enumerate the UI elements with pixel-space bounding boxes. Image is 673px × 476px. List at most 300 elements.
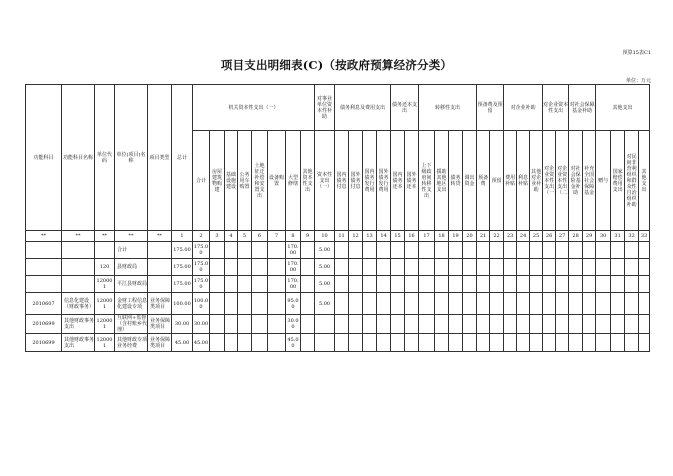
cell-empty: [477, 242, 490, 259]
page-title: 项目支出明细表(C)（按政府预算经济分类）: [220, 58, 453, 72]
sub-header: 合计: [193, 131, 210, 231]
cell-empty: [530, 276, 543, 293]
cell-empty: [569, 315, 583, 334]
cell-empty: [477, 334, 490, 352]
cell-other-capital: 5.00: [315, 259, 335, 276]
col-number: 16: [405, 231, 419, 242]
table-row: [26, 334, 650, 352]
cell-total: 30.00: [172, 315, 193, 334]
cell-empty: [477, 315, 490, 334]
sub-header: 大型修缮: [286, 131, 301, 231]
cell-empty: [225, 293, 238, 315]
sub-header: 其他对企业补助: [530, 131, 543, 231]
cell-empty: [504, 276, 517, 293]
unit-label: 单位：万元: [625, 78, 651, 84]
cell-sum: 30.00: [193, 315, 210, 334]
cell-empty: [517, 242, 530, 259]
cell-ptype: [148, 259, 172, 276]
cell-empty: [611, 242, 625, 259]
cell-empty: [449, 293, 463, 315]
cell-total: 100.00: [172, 293, 193, 315]
cell-other-capital: 5.00: [315, 242, 335, 259]
cell-empty: [349, 334, 363, 352]
cell-total: 175.00: [172, 242, 193, 259]
col-number: 29: [583, 231, 596, 242]
cell-empty: [569, 334, 583, 352]
cell-empty: [543, 315, 556, 334]
cell-empty: [268, 242, 286, 259]
cell-empty: [252, 276, 268, 293]
cell-empty: [210, 259, 225, 276]
col-number: 3: [210, 231, 225, 242]
cell-uname: 互联网+监督（含村账乡代理）: [115, 315, 148, 334]
cell-empty: [335, 293, 349, 315]
row-mark: **: [95, 231, 115, 242]
cell-empty: [391, 276, 405, 293]
cell-empty: [363, 259, 377, 276]
col-proj-type: 项目类型: [148, 85, 172, 231]
cell-empty: [225, 276, 238, 293]
cell-empty: [238, 242, 252, 259]
table-row: [26, 315, 650, 334]
cell-empty: [490, 293, 504, 315]
cell-empty: [463, 242, 477, 259]
cell-empty: [405, 334, 419, 352]
cell-empty: [405, 242, 419, 259]
group-subsidy: 对事业单位资本性补助: [315, 85, 335, 131]
cell-empty: [449, 242, 463, 259]
cell-empty: [301, 315, 315, 334]
cell-empty: [335, 334, 349, 352]
cell-empty: [517, 259, 530, 276]
cell-sum: 175.00: [193, 259, 210, 276]
cell-empty: [583, 293, 596, 315]
col-number: 20: [463, 231, 477, 242]
group-enterprise-cap: 对企业资本性支出: [543, 85, 569, 131]
cell-empty: [490, 276, 504, 293]
cell-empty: [477, 293, 490, 315]
cell-empty: [517, 315, 530, 334]
sub-header: 国外债务还本: [405, 131, 419, 231]
cell-empty: [435, 242, 449, 259]
cell-fname: [62, 276, 95, 293]
cell-fname: 信息化建设（财政事务）: [62, 293, 95, 315]
header-row-groups: [26, 85, 650, 131]
sub-header: 援助其他地区支出: [435, 131, 449, 231]
cell-func: 2010607: [26, 293, 62, 315]
cell-empty: [349, 293, 363, 315]
col-number: 17: [419, 231, 435, 242]
cell-empty: [504, 315, 517, 334]
cell-empty: [210, 242, 225, 259]
cell-empty: [363, 334, 377, 352]
sub-header: 国家赔偿费用支出: [611, 131, 625, 231]
cell-empty: [435, 293, 449, 315]
col-number: 8: [286, 231, 301, 242]
sub-header: 国外债务付息: [349, 131, 363, 231]
cell-other-capital: [315, 315, 335, 334]
cell-empty: [490, 334, 504, 352]
cell-empty: [611, 276, 625, 293]
cell-sum: 175.00: [193, 276, 210, 293]
col-number: 18: [435, 231, 449, 242]
cell-empty: [363, 315, 377, 334]
cell-empty: [504, 334, 517, 352]
row-mark: **: [148, 231, 172, 242]
cell-ptype: [148, 242, 172, 259]
cell-empty: [225, 334, 238, 352]
cell-empty: [268, 259, 286, 276]
cell-empty: [363, 276, 377, 293]
cell-empty: [463, 276, 477, 293]
sub-header: 国内债务还本: [391, 131, 405, 231]
cell-equip: 45.00: [286, 334, 301, 352]
col-total: 总计: [172, 85, 193, 231]
sub-header: 上下级政府间转移性支出: [419, 131, 435, 231]
cell-empty: [463, 293, 477, 315]
sub-header: 公务用车购置: [238, 131, 252, 231]
col-number: 13: [363, 231, 377, 242]
cell-empty: [556, 242, 569, 259]
col-number: 7: [268, 231, 286, 242]
cell-empty: [596, 276, 611, 293]
cell-empty: [625, 293, 639, 315]
cell-empty: [625, 334, 639, 352]
sub-header: 资本性支出（一）: [315, 131, 335, 231]
cell-empty: [225, 315, 238, 334]
sub-header: 国内债务发行费用: [363, 131, 377, 231]
group-transfer: 转移性支出: [419, 85, 477, 131]
sub-header: 对企业资本性支出（二）: [556, 131, 569, 231]
group-enterprise: 对企业补助: [504, 85, 543, 131]
cell-sum: 175.00: [193, 242, 210, 259]
cell-empty: [252, 259, 268, 276]
sub-header: 预备费: [477, 131, 490, 231]
cell-empty: [210, 276, 225, 293]
cell-empty: [583, 259, 596, 276]
cell-empty: [596, 242, 611, 259]
cell-empty: [268, 276, 286, 293]
cell-empty: [419, 242, 435, 259]
cell-sum: 100.00: [193, 293, 210, 315]
cell-empty: [363, 293, 377, 315]
cell-empty: [530, 334, 543, 352]
cell-empty: [611, 334, 625, 352]
col-number: 5: [238, 231, 252, 242]
col-number: 2: [193, 231, 210, 242]
cell-fname: 其他财政事务支出: [62, 315, 95, 334]
col-number: 19: [449, 231, 463, 242]
cell-empty: [611, 293, 625, 315]
cell-empty: [504, 242, 517, 259]
col-number: 27: [556, 231, 569, 242]
col-number: 21: [477, 231, 490, 242]
group-interest: 债务利息及费用支出: [335, 85, 391, 131]
col-number: 30: [596, 231, 611, 242]
cell-empty: [490, 315, 504, 334]
cell-empty: [556, 293, 569, 315]
cell-empty: [238, 276, 252, 293]
cell-empty: [435, 276, 449, 293]
cell-empty: [301, 276, 315, 293]
cell-empty: [596, 334, 611, 352]
cell-empty: [490, 259, 504, 276]
col-func-name: 功能科目名称: [62, 85, 95, 231]
sub-header: 利息补贴: [517, 131, 530, 231]
cell-empty: [335, 242, 349, 259]
cell-ucode: 120001: [95, 315, 115, 334]
cell-total: 175.00: [172, 276, 193, 293]
cell-empty: [449, 334, 463, 352]
cell-empty: [349, 259, 363, 276]
cell-other-capital: [315, 334, 335, 352]
cell-empty: [639, 315, 650, 334]
cell-empty: [377, 315, 391, 334]
cell-empty: [543, 259, 556, 276]
col-number: 6: [252, 231, 268, 242]
table-row: [26, 276, 650, 293]
table-row: [26, 242, 650, 259]
cell-total: 45.00: [172, 334, 193, 352]
cell-empty: [405, 276, 419, 293]
cell-empty: [504, 259, 517, 276]
cell-empty: [238, 293, 252, 315]
cell-empty: [301, 334, 315, 352]
cell-empty: [583, 334, 596, 352]
cell-empty: [625, 315, 639, 334]
sub-header: 预留: [490, 131, 504, 231]
col-number: 14: [377, 231, 391, 242]
cell-total: 175.00: [172, 259, 193, 276]
cell-func: [26, 242, 62, 259]
col-number: 25: [530, 231, 543, 242]
sub-header: 对企业资本性支出（一）: [543, 131, 556, 231]
cell-empty: [252, 293, 268, 315]
cell-empty: [530, 315, 543, 334]
cell-empty: [583, 242, 596, 259]
sub-header: 国外债务发行费用: [377, 131, 391, 231]
col-number: 23: [504, 231, 517, 242]
cell-empty: [349, 315, 363, 334]
cell-equip: 170.00: [286, 242, 301, 259]
cell-empty: [449, 315, 463, 334]
cell-empty: [391, 315, 405, 334]
cell-empty: [569, 293, 583, 315]
row-mark: **: [62, 231, 95, 242]
cell-empty: [463, 315, 477, 334]
cell-empty: [477, 276, 490, 293]
cell-empty: [583, 315, 596, 334]
cell-empty: [449, 259, 463, 276]
cell-empty: [419, 259, 435, 276]
cell-empty: [530, 259, 543, 276]
col-number: 31: [611, 231, 625, 242]
sub-header: 赠与: [596, 131, 611, 231]
sub-header: 其他支出: [639, 131, 650, 231]
col-number: 32: [625, 231, 639, 242]
cell-empty: [596, 315, 611, 334]
sub-header: 基础设施建设: [225, 131, 238, 231]
sub-header: 调出资金: [463, 131, 477, 231]
cell-empty: [611, 315, 625, 334]
cell-empty: [556, 259, 569, 276]
cell-empty: [543, 276, 556, 293]
expenditure-table: [25, 84, 650, 352]
col-number: 12: [349, 231, 363, 242]
sub-header: 房屋建筑物购建: [210, 131, 225, 231]
cell-empty: [268, 334, 286, 352]
cell-empty: [490, 242, 504, 259]
cell-empty: [543, 242, 556, 259]
cell-uname: 金财工程信息化建设专项: [115, 293, 148, 315]
cell-empty: [252, 242, 268, 259]
cell-empty: [596, 259, 611, 276]
cell-empty: [301, 259, 315, 276]
cell-empty: [268, 293, 286, 315]
cell-empty: [611, 259, 625, 276]
cell-empty: [556, 315, 569, 334]
cell-empty: [238, 315, 252, 334]
cell-empty: [625, 276, 639, 293]
col-number: 28: [569, 231, 583, 242]
cell-empty: [238, 334, 252, 352]
cell-empty: [268, 315, 286, 334]
cell-empty: [210, 334, 225, 352]
col-number: 15: [391, 231, 405, 242]
cell-ptype: 业务保障类项目: [148, 334, 172, 352]
col-number: 26: [543, 231, 556, 242]
cell-empty: [530, 242, 543, 259]
cell-empty: [210, 315, 225, 334]
cell-empty: [517, 276, 530, 293]
cell-equip: 170.00: [286, 259, 301, 276]
sub-header: 对民间非营利组织和群众性自治组织补助: [625, 131, 639, 231]
form-code: 预算15表C1: [622, 50, 651, 56]
cell-empty: [391, 334, 405, 352]
index-row: [26, 231, 650, 242]
cell-empty: [463, 259, 477, 276]
cell-empty: [543, 293, 556, 315]
cell-empty: [238, 259, 252, 276]
row-mark: **: [115, 231, 148, 242]
sub-header: 债务转贷: [449, 131, 463, 231]
cell-empty: [405, 293, 419, 315]
cell-empty: [391, 242, 405, 259]
cell-empty: [583, 276, 596, 293]
cell-ucode: 120: [95, 259, 115, 276]
cell-empty: [569, 259, 583, 276]
cell-empty: [625, 259, 639, 276]
cell-empty: [419, 334, 435, 352]
cell-ptype: 业务保障类项目: [148, 315, 172, 334]
group-other: 其他支出: [596, 85, 650, 131]
cell-empty: [419, 276, 435, 293]
cell-ucode: 120001: [95, 334, 115, 352]
cell-empty: [449, 276, 463, 293]
cell-equip: 30.00: [286, 315, 301, 334]
sub-header: 补充全国社会保障基金: [583, 131, 596, 231]
data-rows: [26, 242, 650, 352]
cell-empty: [301, 293, 315, 315]
cell-fname: 其他财政事务支出: [62, 334, 95, 352]
cell-empty: [377, 242, 391, 259]
cell-empty: [517, 334, 530, 352]
cell-empty: [639, 242, 650, 259]
cell-equip: 170.00: [286, 276, 301, 293]
cell-empty: [639, 276, 650, 293]
cell-uname: 县财政局: [115, 259, 148, 276]
cell-ucode: 120001: [95, 276, 115, 293]
cell-func: [26, 259, 62, 276]
cell-func: 2010699: [26, 315, 62, 334]
cell-empty: [335, 259, 349, 276]
cell-empty: [596, 293, 611, 315]
sub-header: 费用补贴: [504, 131, 517, 231]
cell-empty: [556, 276, 569, 293]
cell-empty: [210, 293, 225, 315]
cell-fname: [62, 242, 95, 259]
row-mark: **: [26, 231, 62, 242]
cell-empty: [543, 334, 556, 352]
col-number: 10: [315, 231, 335, 242]
cell-fname: [62, 259, 95, 276]
cell-empty: [349, 242, 363, 259]
cell-empty: [377, 293, 391, 315]
cell-empty: [530, 293, 543, 315]
cell-empty: [377, 276, 391, 293]
cell-empty: [252, 315, 268, 334]
cell-empty: [477, 259, 490, 276]
cell-empty: [517, 293, 530, 315]
col-number: 33: [639, 231, 650, 242]
cell-empty: [569, 276, 583, 293]
cell-empty: [377, 259, 391, 276]
cell-empty: [569, 242, 583, 259]
cell-empty: [405, 259, 419, 276]
cell-empty: [225, 259, 238, 276]
cell-empty: [639, 293, 650, 315]
table-row: [26, 259, 650, 276]
group-social: 对社会保障基金补助: [569, 85, 596, 131]
col-number: 1: [172, 231, 193, 242]
cell-empty: [225, 242, 238, 259]
cell-empty: [335, 315, 349, 334]
cell-empty: [625, 242, 639, 259]
col-func-subject: 功能科目: [26, 85, 62, 231]
col-unit-code: 单位代码: [95, 85, 115, 231]
sub-header: 其他资本性支出: [301, 131, 315, 231]
cell-ucode: 120001: [95, 293, 115, 315]
group-principal: 债务还本支出: [391, 85, 419, 131]
cell-empty: [335, 276, 349, 293]
sub-header: 国内债务付息: [335, 131, 349, 231]
cell-empty: [504, 293, 517, 315]
cell-empty: [419, 315, 435, 334]
group-capital: 机关资本性支出（一）: [193, 85, 315, 131]
cell-other-capital: 5.00: [315, 293, 335, 315]
col-unit-name: 单位(项目)名称: [115, 85, 148, 231]
cell-empty: [252, 334, 268, 352]
cell-empty: [377, 334, 391, 352]
cell-empty: [463, 334, 477, 352]
cell-empty: [349, 276, 363, 293]
cell-uname: 平江县财政局: [115, 276, 148, 293]
cell-empty: [556, 334, 569, 352]
cell-func: [26, 276, 62, 293]
sub-header: 设备购置: [268, 131, 286, 231]
cell-empty: [639, 334, 650, 352]
col-number: 24: [517, 231, 530, 242]
